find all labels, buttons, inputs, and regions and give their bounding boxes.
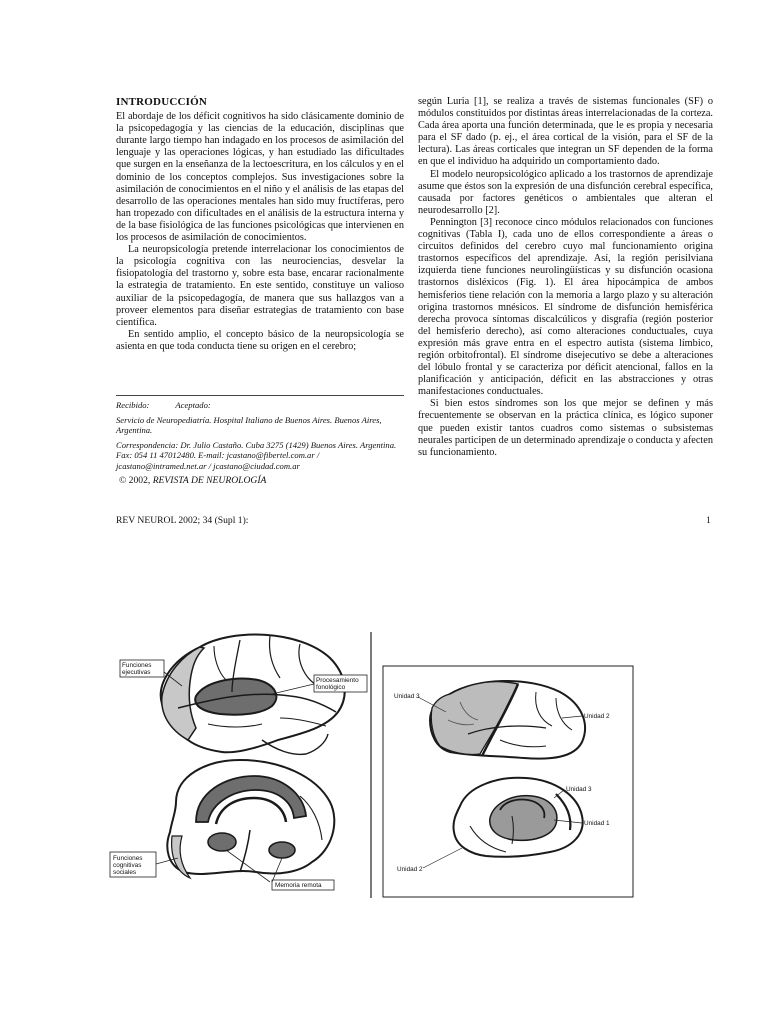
brain-medial-diagram: [167, 760, 334, 878]
paragraph: La neuropsicología pretende interrelacionar los conocimientos de la psicología cognitiva con las neurociencias, desvelar la fisiopatología del trastorno y, sobre esta base, encarar racionalmente la estrategia de tratamiento. En este sentido, constituye un valioso auxiliar de la psicopedagogía, de manera que sus hallazgos van a proveer elementos para diseñar estrategias de tratamiento con base científica.: [116, 244, 404, 328]
label-social-line2: cognitivas: [113, 862, 142, 869]
paragraph: Pennington [3] reconoce cinco módulos relacionados con funciones cognitivas (Tabla I), cada uno de ellos correspondiente a áreas o circuitos definidos del cerebro cuyo mal funcionamiento origina trastornos específicos del aprendizaje. Así, la región perisilviana izquierda tiene funciones neurolingüísticas y su disfunción ocasiona trastornos disléxicos (Fig. 1). El área hipocámpica de ambos hemisferios tiene relación con la memoria a largo plazo y su alteración origina trastornos mnésicos. El síndrome de disfunción hemisférica derecha provoca síntomas discalcúlicos y disgrafía (región posterior del hemisferio derecho), así como alteraciones conductuales, cuya expresión más grave entra en el espectro autista (sistema límbico, región orbitofrontal). El síndrome disejecutivo se debe a alteraciones del lóbulo frontal y se caracteriza por déficit atencional, fallos en la planificación y anticipación, déficit en las abstracciones y otras manifestaciones conductuales.: [418, 216, 713, 398]
brain-units-lateral-diagram: [430, 681, 585, 759]
label-unit2-top: Unidad 2: [584, 713, 610, 720]
paragraph: En sentido amplio, el concepto básico de la neuropsicología se asienta en que toda conducta tiene su origen en el cerebro;: [116, 328, 404, 352]
paragraph: El modelo neuropsicológico aplicado a los trastornos de aprendizaje asume que éstos son la expresión de una disfunción cerebral específica, causada por factores genéticos o ambientales que alteran el neurodesarrollo [2].: [418, 168, 713, 216]
label-unit2-bottom: Unidad 2: [397, 866, 423, 873]
dates-row: [116, 400, 404, 411]
copyright: [116, 476, 404, 487]
brain-lateral-diagram: [161, 635, 345, 755]
figure-area: [0, 600, 768, 900]
copyright-symbol: © 2002,: [119, 474, 151, 486]
accepted-label: Aceptado:: [175, 400, 211, 410]
label-memory: Memoria remota: [275, 882, 322, 889]
right-column: [418, 96, 713, 459]
journal-name: REVISTA DE NEUROLOGÍA: [152, 474, 267, 486]
label-executive-line1: Funciones: [122, 662, 152, 669]
affiliation: Servicio de Neuropediatría. Hospital Italiano de Buenos Aires. Buenos Aires, Argentina.: [116, 414, 382, 436]
label-social-line1: Funciones: [113, 855, 143, 862]
brain-units-medial-diagram: [453, 778, 582, 857]
paragraph: El abordaje de los déficit cognitivos ha sido clásicamente dominio de la psicopedagogía y las ciencias de la educación, disciplinas que durante largo tiempo han indagado en los procesos de asimilación del lenguaje y las operaciones lógicas, y han estudiado las dificultades que surgen en la enseñanza de la lectoescritura, en los cálculos y en el dominio de los conceptos complejos. Sus investigaciones sobre la asimilación de conocimientos en el niño y el análisis de las etapas del desarrollo de las operaciones mentales han sido muy fructíferas, pero han tropezado con dificultades en el análisis de la estructura interna y de la base fisiológica de las funciones psicológicas que intervienen en los procesos de asimilación de conocimientos.: [116, 111, 405, 244]
hippocampus-right-fill: [269, 842, 295, 858]
paragraph: Si bien estos síndromes son los que mejor se definen y más frecuentemente se observan en la práctica clínica, es lógico suponer que pueden existir tantos cuadros como sistemas o subsistemas neurales participen de un determinado aprendizaje o conducta y afecten su funcionamiento.: [418, 398, 713, 458]
label-unit1: Unidad 1: [584, 820, 610, 827]
label-unit3-bottom: Unidad 3: [566, 786, 592, 793]
paragraph: según Luria [1], se realiza a través de sistemas funcionales (SF) o módulos constituidos por distintas áreas interrelacionadas de la corteza. Cada área aporta una función determinada, que le es propia y necesaria para el SF dado (p. ej., el área cortical de la visión, para el SF de la lectura). Las áreas corticales que integran un SF dependen de la forma en que el individuo ha adquirido un comportamiento dado.: [418, 96, 713, 168]
article-notes: [116, 400, 404, 486]
label-phonological-line2: fonológico: [316, 684, 346, 691]
page-number: 1: [706, 515, 711, 526]
correspondence: Correspondencia: Dr. Julio Castaño. Cuba 3275 (1429) Buenos Aires. Argentina. Fax: 054 11 47012480. E-mail: jcastano@fibertel.com.ar / jcastano@intramed.net.ar / jcastano@ciudad.com.ar: [116, 439, 397, 471]
footer-citation: REV NEUROL 2002; 34 (Supl 1):: [116, 515, 249, 526]
label-unit3-top: Unidad 3: [394, 693, 420, 700]
section-heading: INTRODUCCIÓN: [116, 96, 208, 108]
received-label: Recibido:: [116, 400, 150, 410]
hippocampus-left-fill: [208, 833, 236, 851]
label-executive-line2: ejecutivas: [122, 669, 151, 676]
label-phonological-line1: Procesamiento: [316, 677, 359, 684]
footnote-divider: [116, 395, 404, 396]
left-column: [116, 96, 404, 353]
label-social-line3: sociales: [113, 869, 137, 876]
